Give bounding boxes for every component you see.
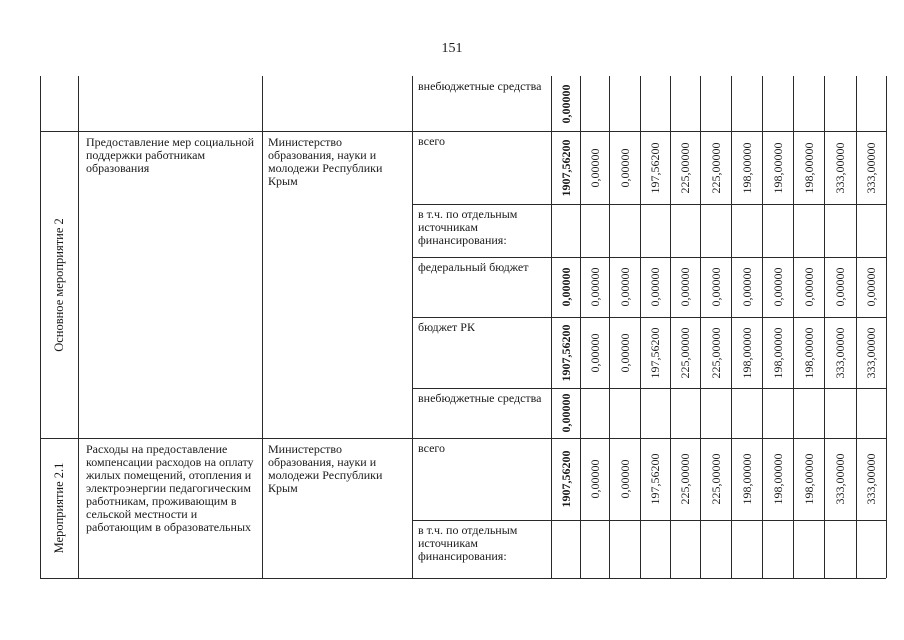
year-amount: 333,00000 (864, 142, 878, 193)
measure-description: Расходы на предоставление компенсации расходов на оплату жилых помещений, отопления и электроэнергии педагогическим работникам, проживающим в сельской местности и работающим в образовательных (86, 442, 254, 534)
funding-source-label: всего (418, 134, 446, 148)
table-horizontal-rule (412, 257, 886, 258)
table-vertical-rule (793, 76, 794, 578)
total-amount: 0,00000 (558, 393, 573, 433)
year-amount: 197,56200 (648, 142, 662, 193)
funding-source-label: внебюджетные средства (418, 79, 542, 93)
table-vertical-rule (856, 76, 857, 578)
year-amount: 225,00000 (708, 327, 723, 378)
funding-source-label: в т.ч. по отдельным источникам финансирования: (418, 523, 518, 563)
funding-source-label: бюджет РК (418, 320, 475, 334)
year-amount: 198,00000 (770, 327, 785, 378)
year-amount: 198,00000 (770, 453, 785, 505)
year-amount: 198,00000 (739, 142, 754, 193)
year-amount: 0,00000 (617, 148, 632, 187)
year-amount: 198,00000 (801, 142, 816, 193)
table-vertical-rule (640, 76, 641, 578)
year-amount: 0,00000 (678, 267, 692, 307)
table-vertical-rule (78, 76, 79, 578)
year-amount: 0,00000 (770, 267, 785, 307)
total-amount: 0,00000 (558, 84, 573, 123)
table-horizontal-rule (412, 204, 886, 205)
responsible-executor: Министерство образования, науки и молодежи Республики Крым (268, 442, 383, 495)
table-left-rule (40, 76, 41, 578)
year-amount: 198,00000 (801, 327, 816, 378)
funding-source-label: федеральный бюджет (418, 260, 529, 274)
table-bottom-rule (40, 578, 886, 579)
year-amount: 0,00000 (587, 333, 602, 372)
section-title: Мероприятие 2.1 (52, 462, 66, 554)
year-amount: 0,00000 (648, 267, 662, 307)
funding-source-label: всего (418, 441, 446, 455)
year-amount: 0,00000 (739, 267, 754, 307)
year-amount: 198,00000 (739, 453, 754, 505)
year-amount: 225,00000 (678, 327, 692, 378)
page-number: 151 (441, 41, 463, 56)
table-vertical-rule (886, 76, 887, 578)
table-vertical-rule (551, 76, 552, 578)
year-amount: 198,00000 (801, 453, 816, 505)
table-vertical-rule (609, 76, 610, 578)
year-amount: 225,00000 (708, 142, 723, 193)
funding-source-label: внебюджетные средства (418, 391, 542, 405)
total-amount: 0,00000 (558, 267, 573, 307)
year-amount: 333,00000 (864, 327, 878, 378)
table-horizontal-rule (412, 317, 886, 318)
table-horizontal-rule (412, 520, 886, 521)
year-amount: 333,00000 (864, 453, 878, 505)
table-vertical-rule (670, 76, 671, 578)
total-amount: 1907,56200 (558, 139, 573, 196)
year-amount: 197,56200 (648, 327, 662, 378)
year-amount: 0,00000 (587, 267, 602, 307)
responsible-executor: Министерство образования, науки и молодежи Республики Крым (268, 135, 383, 188)
year-amount: 0,00000 (801, 267, 816, 307)
year-amount: 0,00000 (833, 267, 847, 307)
year-amount: 0,00000 (864, 267, 878, 307)
table-vertical-rule (824, 76, 825, 578)
year-amount: 197,56200 (648, 453, 662, 505)
funding-source-label: в т.ч. по отдельным источникам финансирования: (418, 207, 518, 247)
year-amount: 0,00000 (617, 267, 632, 307)
year-amount: 0,00000 (587, 459, 602, 499)
table-horizontal-rule (40, 438, 886, 439)
table-horizontal-rule (40, 131, 886, 132)
year-amount: 225,00000 (678, 142, 692, 193)
total-amount: 1907,56200 (558, 450, 573, 508)
year-amount: 225,00000 (708, 453, 723, 505)
year-amount: 198,00000 (770, 142, 785, 193)
year-amount: 333,00000 (833, 142, 847, 193)
table-vertical-rule (412, 76, 413, 578)
year-amount: 0,00000 (617, 459, 632, 499)
table-vertical-rule (700, 76, 701, 578)
total-amount: 1907,56200 (558, 324, 573, 381)
table-vertical-rule (762, 76, 763, 578)
table-horizontal-rule (412, 388, 886, 389)
year-amount: 225,00000 (678, 453, 692, 505)
year-amount: 0,00000 (617, 333, 632, 372)
table-vertical-rule (731, 76, 732, 578)
table-vertical-rule (262, 76, 263, 578)
year-amount: 333,00000 (833, 453, 847, 505)
section-title: Основное мероприятие 2 (52, 217, 66, 352)
year-amount: 0,00000 (708, 267, 723, 307)
measure-description: Предоставление мер социальной поддержки работникам образования (86, 135, 255, 175)
year-amount: 198,00000 (739, 327, 754, 378)
year-amount: 333,00000 (833, 327, 847, 378)
table-vertical-rule (580, 76, 581, 578)
year-amount: 0,00000 (587, 148, 602, 187)
